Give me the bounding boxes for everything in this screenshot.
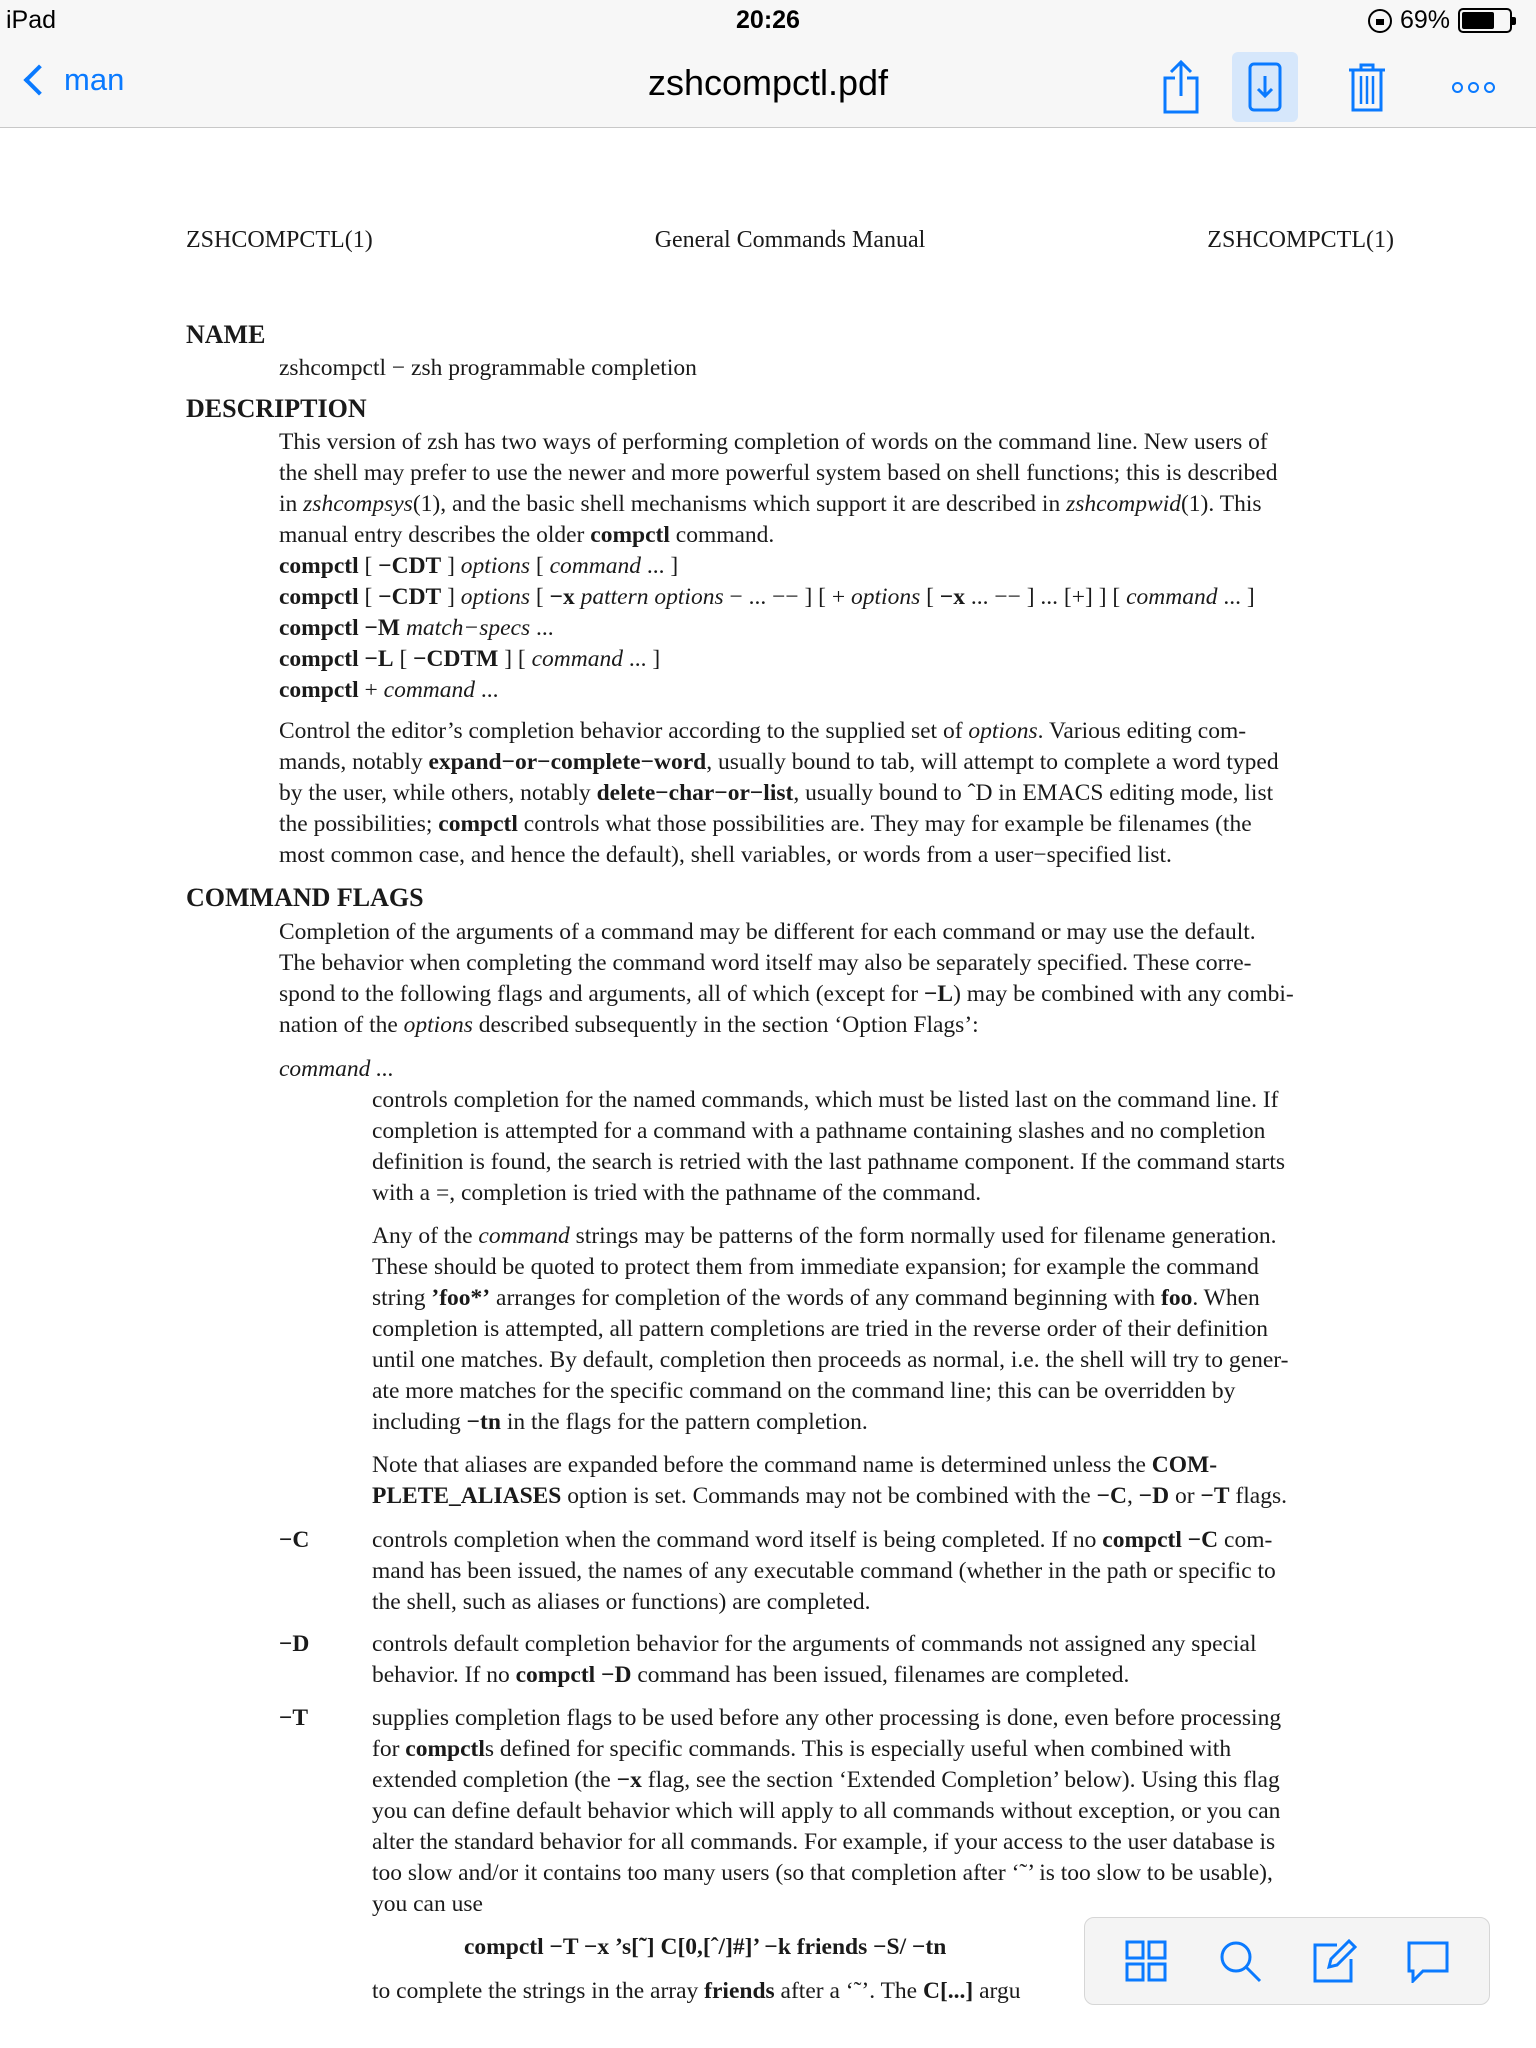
text-line: the shell, such as aliases or functions) are completed. — [372, 1589, 871, 1615]
text-line: completion is attempted, all pattern completions are tried in the reverse order of their definition — [372, 1316, 1268, 1342]
section-description-heading: DESCRIPTION — [186, 394, 367, 423]
synopsis-line: compctl [ −CDT ] options [ −x pattern options − ... −− ] [ + options [ −x ... −− ] ... [+] ] [ command ... ] — [279, 584, 1255, 610]
text-line: with a =, completion is tried with the pathname of the command. — [372, 1180, 982, 1206]
text-line: spond to the following flags and arguments, all of which (except for −L) may be combined with any combi- — [279, 981, 1294, 1007]
text-line: definition is found, the search is retried with the last pathname component. If the command starts — [372, 1149, 1285, 1175]
section-command-flags-heading: COMMAND FLAGS — [186, 883, 424, 912]
text-line: too slow and/or it contains too many users (so that completion after ‘˜’ is too slow to be usable), — [372, 1860, 1273, 1886]
text-line: Completion of the arguments of a command may be different for each command or may use the default. — [279, 919, 1256, 945]
comment-icon — [1405, 1939, 1451, 1983]
text-line: you can define default behavior which will apply to all commands without exception, or you can — [372, 1798, 1281, 1824]
synopsis-line: compctl [ −CDT ] options [ command ... ] — [279, 553, 679, 579]
flag-d-term: −D — [279, 1631, 310, 1657]
code-example: compctl −T −x ’s[˜] C[0,[ˆ/]#]’ −k friends −S/ −tn — [464, 1934, 947, 1960]
more-icon — [1452, 82, 1495, 93]
synopsis-line: compctl + command ... — [279, 677, 499, 703]
text-line: Control the editor’s completion behavior according to the supplied set of options. Various editing com- — [279, 718, 1247, 744]
search-button[interactable] — [1207, 1928, 1273, 1994]
text-line: The behavior when completing the command word itself may also be separately specified. These corre- — [279, 950, 1252, 976]
synopsis-block — [279, 551, 1255, 706]
synopsis-line: compctl −L [ −CDTM ] [ command ... ] — [279, 646, 661, 672]
header-center: General Commands Manual — [654, 227, 926, 253]
pdf-toolbar — [1084, 1917, 1490, 2005]
clock: 20:26 — [736, 6, 800, 34]
status-right — [1368, 6, 1512, 35]
trash-icon — [1347, 62, 1387, 112]
text-line: Note that aliases are expanded before the command name is determined unless the COM- — [372, 1452, 1218, 1478]
share-button[interactable] — [1148, 52, 1214, 122]
text-line: PLETE_ALIASES option is set. Commands may not be combined with the −C, −D or −T flags. — [372, 1483, 1287, 1509]
name-text: zshcompctl − zsh programmable completion — [279, 355, 697, 381]
more-button[interactable] — [1440, 52, 1506, 122]
share-icon — [1161, 60, 1201, 114]
description-paragraph-2 — [279, 716, 1394, 871]
thumbnails-icon — [1125, 1940, 1167, 1982]
flag-t-term: −T — [279, 1705, 309, 1731]
description-paragraph-1 — [279, 427, 1394, 551]
text-line: supplies completion flags to be used before any other processing is done, even before processing — [372, 1705, 1282, 1731]
flag-c-description — [372, 1525, 1394, 1618]
open-in-button[interactable] — [1232, 52, 1298, 122]
text-line: most common case, and hence the default), shell variables, or words from a user−specified list. — [279, 842, 1172, 868]
text-line: completion is attempted for a command with a pathname containing slashes and no completion — [372, 1118, 1266, 1144]
command-paragraph-2 — [372, 1221, 1394, 1438]
battery-icon — [1458, 8, 1512, 33]
open-in-device-icon — [1248, 62, 1282, 112]
header-right: ZSHCOMPCTL(1) — [1207, 227, 1394, 253]
rotation-lock-icon — [1368, 9, 1392, 33]
command-paragraph-3 — [372, 1450, 1394, 1512]
text-line: by the user, while others, notably delete−char−or−list, usually bound to ˆD in EMACS editing mode, list — [279, 780, 1274, 806]
status-bar — [0, 0, 1536, 40]
header-left: ZSHCOMPCTL(1) — [186, 227, 373, 253]
comment-button[interactable] — [1395, 1928, 1461, 1994]
text-line: These should be quoted to protect them from immediate expansion; for example the command — [372, 1254, 1259, 1280]
search-icon — [1218, 1939, 1262, 1983]
text-line: mands, notably expand−or−complete−word, usually bound to tab, will attempt to complete a word typed — [279, 749, 1279, 775]
document-title: zshcompctl.pdf — [647, 62, 889, 103]
pdf-page — [0, 129, 1536, 2048]
text-line: This version of zsh has two ways of performing completion of words on the command line. New users of — [279, 429, 1268, 455]
flag-t-description — [372, 1703, 1394, 1920]
annotate-button[interactable] — [1301, 1928, 1367, 1994]
text-line: controls completion when the command word itself is being completed. If no compctl −C com- — [372, 1527, 1273, 1553]
thumbnails-button[interactable] — [1113, 1928, 1179, 1994]
text-line: the shell may prefer to use the newer and more powerful system based on shell functions; this is described — [279, 460, 1278, 486]
last-line: to complete the strings in the array friends after a ‘˜’. The C[...] argu — [372, 1978, 1021, 2004]
text-line: ate more matches for the specific command on the command line; this can be overridden by — [372, 1378, 1236, 1404]
command-term: command ... — [279, 1056, 394, 1082]
battery-percent: 69% — [1399, 6, 1450, 34]
text-line: in zshcompsys(1), and the basic shell mechanisms which support it are described in zshcompwid(1). This — [279, 491, 1262, 517]
text-line: controls completion for the named commands, which must be listed last on the command line. If — [372, 1087, 1279, 1113]
synopsis-line: compctl −M match−specs ... — [279, 615, 554, 641]
annotate-icon — [1311, 1939, 1357, 1983]
text-line: Any of the command strings may be patterns of the form normally used for filename generation. — [372, 1223, 1277, 1249]
text-line: including −tn in the flags for the pattern completion. — [372, 1409, 868, 1435]
text-line: controls default completion behavior for the arguments of commands not assigned any special — [372, 1631, 1257, 1657]
text-line: you can use — [372, 1891, 483, 1917]
flag-c-term: −C — [279, 1527, 310, 1553]
text-line: the possibilities; compctl controls what those possibilities are. They may for example be filenames (the — [279, 811, 1252, 837]
command-flags-paragraph — [279, 917, 1394, 1041]
battery-level — [1462, 12, 1494, 29]
navigation-bar — [0, 40, 1536, 128]
text-line: manual entry describes the older compctl command. — [279, 522, 775, 548]
back-label: man — [64, 62, 125, 97]
text-line: string ’foo*’ arranges for completion of the words of any command beginning with foo. When — [372, 1285, 1260, 1311]
device-name: iPad — [6, 6, 57, 34]
text-line: behavior. If no compctl −D command has been issued, filenames are completed. — [372, 1662, 1130, 1688]
man-header — [186, 225, 1394, 256]
command-paragraph-1 — [372, 1085, 1394, 1209]
text-line: for compctls defined for specific commands. This is especially useful when combined with — [372, 1736, 1232, 1762]
text-line: until one matches. By default, completion then proceeds as normal, i.e. the shell will try to gener- — [372, 1347, 1289, 1373]
section-name-heading: NAME — [186, 320, 266, 349]
delete-button[interactable] — [1334, 52, 1400, 122]
text-line: alter the standard behavior for all commands. For example, if your access to the user database is — [372, 1829, 1276, 1855]
text-line: extended completion (the −x flag, see the section ‘Extended Completion’ below). Using this flag — [372, 1767, 1280, 1793]
text-line: mand has been issued, the names of any executable command (whether in the path or specific to — [372, 1558, 1276, 1584]
flag-d-description — [372, 1629, 1394, 1691]
text-line: nation of the options described subsequently in the section ‘Option Flags’: — [279, 1012, 979, 1038]
